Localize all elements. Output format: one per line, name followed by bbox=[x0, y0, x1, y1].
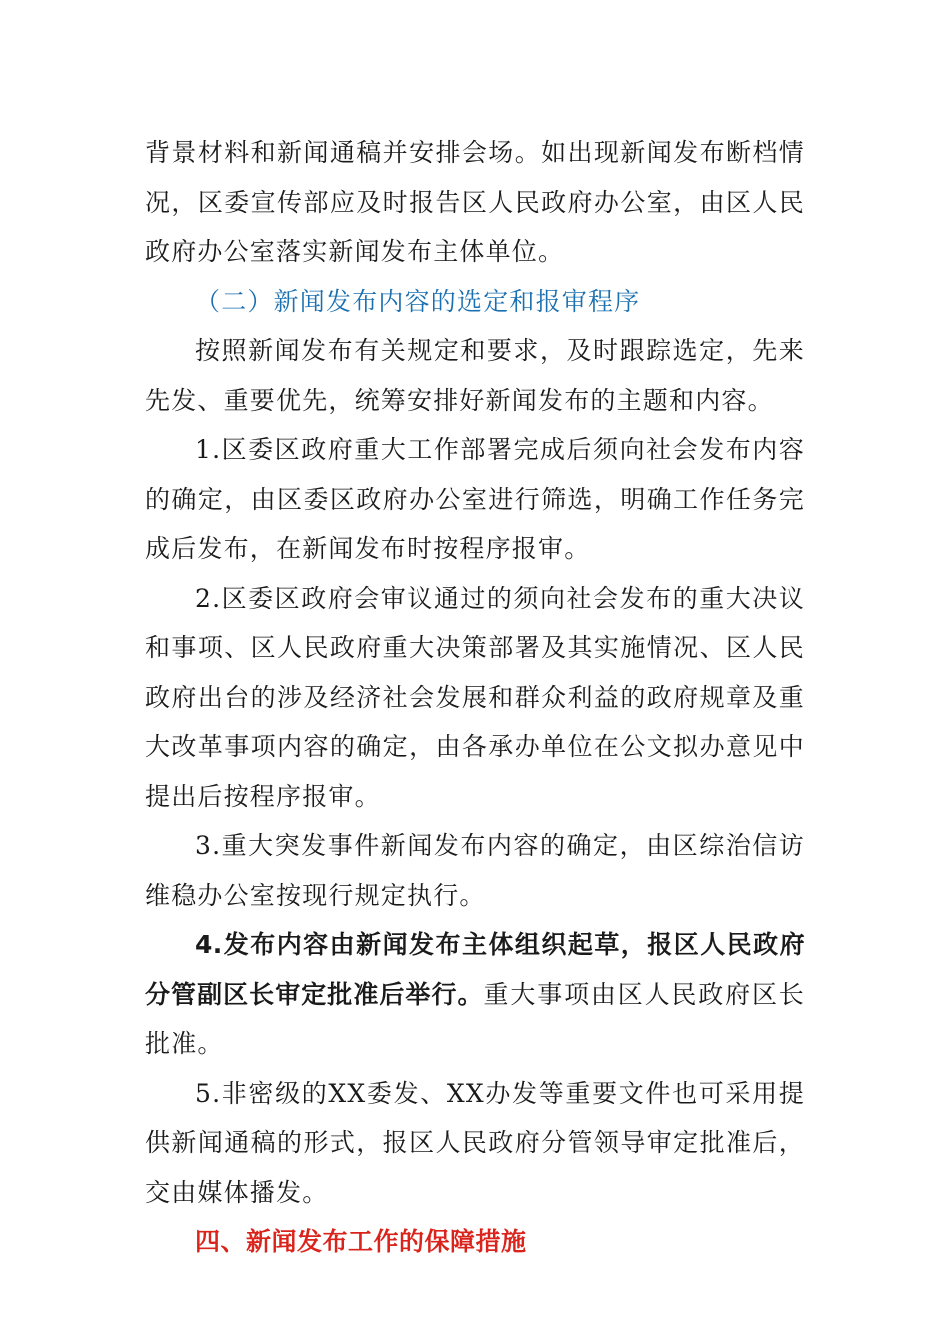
document-body bbox=[145, 128, 805, 1267]
paragraph-continuation: 背景材料和新闻通稿并安排会场。如出现新闻发布断档情况，区委宣传部应及时报告区人民政府办公室，由区人民政府办公室落实新闻发布主体单位。 bbox=[145, 138, 805, 266]
list-item-3: 3.重大突发事件新闻发布内容的确定，由区综治信访维稳办公室按现行规定执行。 bbox=[145, 831, 805, 910]
list-item-4-rest: 重大事项由区人民政府区长批准。 bbox=[145, 979, 806, 1058]
list-item-4 bbox=[145, 920, 805, 1069]
paragraph-intro: 按照新闻发布有关规定和要求，及时跟踪选定，先来先发、重要优先，统筹安排好新闻发布的主题和内容。 bbox=[145, 336, 805, 415]
list-item-2: 2.区委区政府会审议通过的须向社会发布的重大决议和事项、区人民政府重大决策部署及其实施情况、区人民政府出台的涉及经济社会发展和群众利益的政府规章及重大改革事项内容的确定，由各承办单位在公文拟办意见中提出后按程序报审。 bbox=[145, 583, 805, 811]
section-heading-4: 四、新闻发布工作的保障措施 bbox=[195, 1227, 527, 1256]
list-item-5: 5.非密级的XX委发、XX办发等重要文件也可采用提供新闻通稿的形式，报区人民政府分管领导审定批准后，交由媒体播发。 bbox=[145, 1078, 805, 1207]
list-item-4-bold: 4.发布内容由新闻发布主体组织起草，报区人民政府分管副区长审定批准后举行。 bbox=[145, 930, 805, 1009]
section-heading-2: （二）新闻发布内容的选定和报审程序 bbox=[195, 286, 641, 316]
list-item-1: 1.区委区政府重大工作部署完成后须向社会发布内容的确定，由区委区政府办公室进行筛选，明确工作任务完成后发布，在新闻发布时按程序报审。 bbox=[145, 435, 805, 563]
